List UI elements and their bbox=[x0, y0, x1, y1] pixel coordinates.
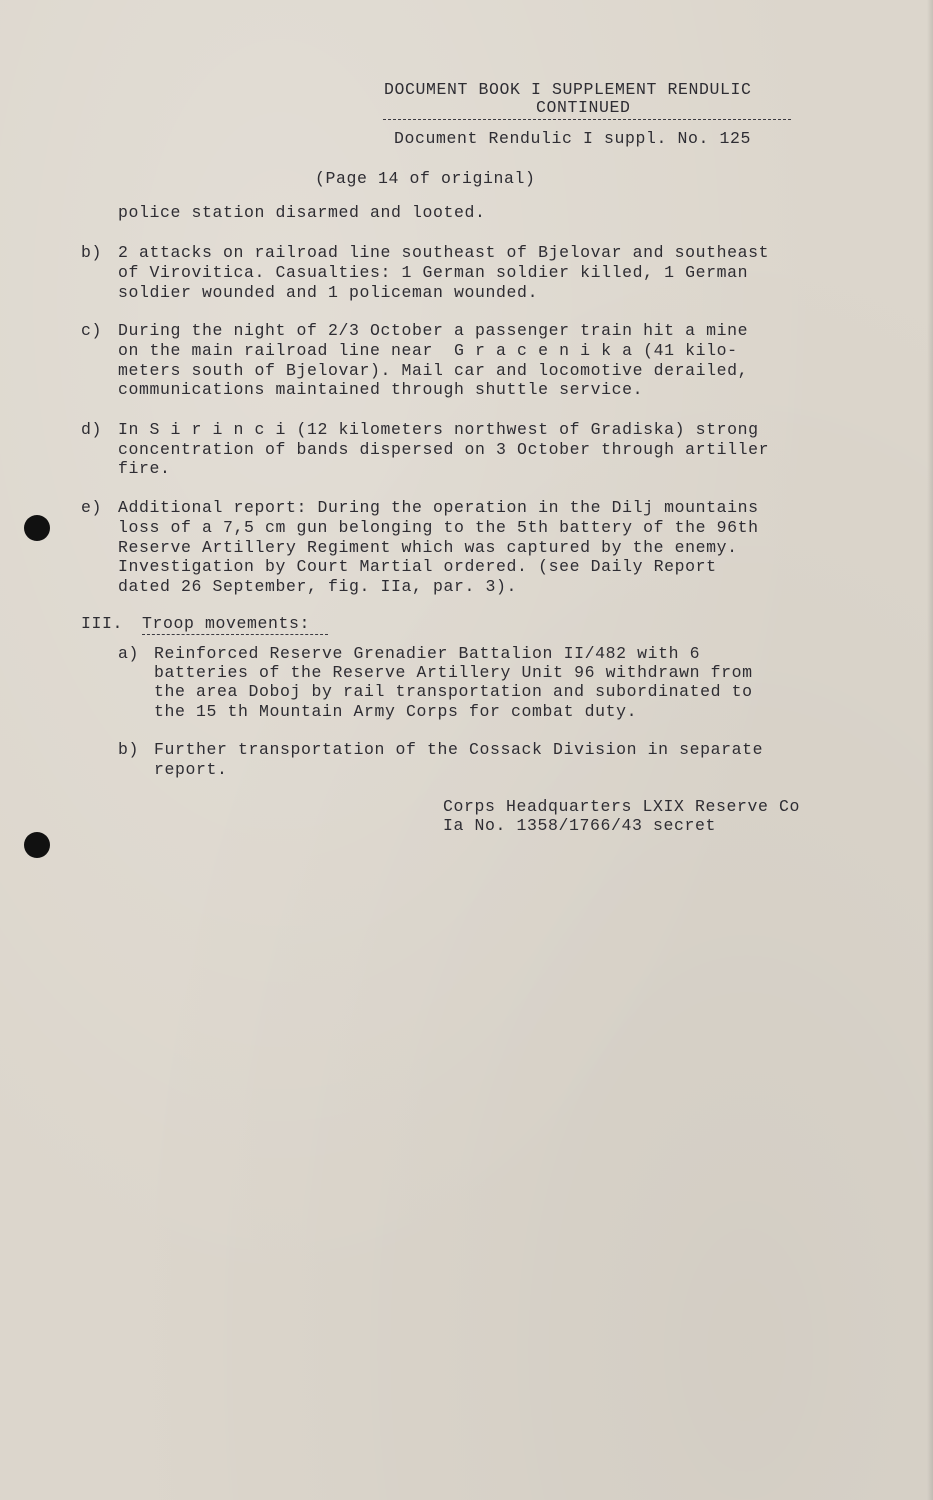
punch-hole-lower bbox=[24, 832, 50, 858]
item-line: Additional report: During the operation in the Dilj mountains bbox=[118, 498, 759, 517]
header-continued: CONTINUED bbox=[536, 98, 631, 117]
item-label: d) bbox=[81, 420, 103, 439]
item-line: During the night of 2/3 October a passenger train hit a mine bbox=[118, 321, 749, 340]
item-line: report. bbox=[154, 760, 228, 779]
item-line: concentration of bands dispersed on 3 October through artiller bbox=[118, 440, 770, 459]
item-label: c) bbox=[81, 321, 103, 340]
section-title: Troop movements: bbox=[142, 614, 311, 633]
item-line: fire. bbox=[118, 459, 171, 478]
signature-reference: Ia No. 1358/1766/43 secret bbox=[443, 816, 717, 835]
item-line: Further transportation of the Cossack Division in separate bbox=[154, 740, 764, 759]
section-title-underline bbox=[142, 634, 328, 635]
punch-hole-upper bbox=[24, 515, 50, 541]
item-line: soldier wounded and 1 policeman wounded. bbox=[118, 283, 539, 302]
item-line: the 15 th Mountain Army Corps for combat duty. bbox=[154, 702, 638, 721]
section-number: III. bbox=[81, 614, 124, 633]
item-line: meters south of Bjelovar). Mail car and locomotive derailed, bbox=[118, 361, 749, 380]
item-line: batteries of the Reserve Artillery Unit 96 withdrawn from bbox=[154, 663, 753, 682]
signature-line: Corps Headquarters LXIX Reserve Co bbox=[443, 797, 801, 816]
item-line: dated 26 September, fig. IIa, par. 3). bbox=[118, 577, 518, 596]
document-reference: Document Rendulic I suppl. No. 125 bbox=[394, 129, 752, 148]
item-line: Investigation by Court Martial ordered. (see Daily Report bbox=[118, 557, 717, 576]
item-label: e) bbox=[81, 498, 103, 517]
item-line: 2 attacks on railroad line southeast of Bjelovar and southeast bbox=[118, 243, 770, 262]
item-line: communications maintained through shuttle service. bbox=[118, 380, 644, 399]
item-line: Reserve Artillery Regiment which was captured by the enemy. bbox=[118, 538, 738, 557]
intro-line: police station disarmed and looted. bbox=[118, 203, 486, 222]
item-line: Reinforced Reserve Grenadier Battalion II/482 with 6 bbox=[154, 644, 701, 663]
page-note: (Page 14 of original) bbox=[315, 169, 536, 188]
item-label: b) bbox=[81, 243, 103, 262]
item-label: a) bbox=[118, 644, 140, 663]
item-line: In S i r i n c i (12 kilometers northwest of Gradiska) strong bbox=[118, 420, 759, 439]
item-line: loss of a 7,5 cm gun belonging to the 5th battery of the 96th bbox=[118, 518, 759, 537]
item-label: b) bbox=[118, 740, 140, 759]
page-edge-shadow bbox=[927, 0, 933, 1500]
header-rule bbox=[383, 119, 791, 120]
header-title: DOCUMENT BOOK I SUPPLEMENT RENDULIC bbox=[384, 80, 752, 99]
item-line: on the main railroad line near G r a c e n i k a (41 kilo- bbox=[118, 341, 738, 360]
item-line: the area Doboj by rail transportation and subordinated to bbox=[154, 682, 753, 701]
item-line: of Virovitica. Casualties: 1 German soldier killed, 1 German bbox=[118, 263, 749, 282]
